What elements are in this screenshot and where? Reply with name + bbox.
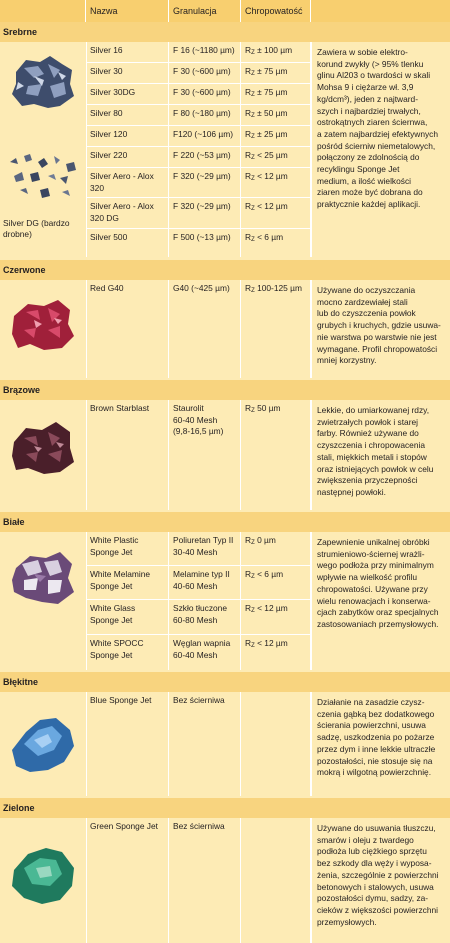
row-name: Silver 30DG — [86, 84, 169, 104]
roughness-symbol: R — [245, 108, 252, 118]
roughness-symbol: R — [245, 603, 252, 613]
row-name: Brown Starblast — [86, 400, 169, 510]
table-row — [86, 692, 311, 796]
rows-brazowe — [86, 400, 311, 510]
roughness-symbol: R — [245, 66, 252, 76]
row-roughness: $R_Z < 12$ µm — [241, 198, 311, 228]
section-srebrne — [0, 42, 450, 257]
table-row — [86, 105, 311, 126]
roughness-symbol: R — [245, 171, 252, 181]
description-czerwone — [311, 280, 450, 367]
row-roughness: $R_Z \pm 75$ µm — [241, 84, 311, 104]
row-roughness: $R_Z < 12$ µm — [241, 168, 311, 197]
row-granulation: Bez ścierniwa — [169, 818, 241, 943]
section-title-zielone: Zielone — [0, 798, 450, 818]
description-text: Używane do oczyszczania mocno zardzewiałej stali lub do czyszczenia powłok grubych i kruchych, gdzie usuwa- nie warstwa po warstwie nie jest wymagane. Profil chropowatości mniej korzystny. — [317, 285, 441, 366]
row-granulation: F 80 (~180 µm) — [169, 105, 241, 125]
section-title-srebrne: Srebrne — [0, 22, 450, 42]
row-roughness: $R_Z \pm 50$ µm — [241, 105, 311, 125]
row-name: White Plastic Sponge Jet — [86, 532, 169, 565]
description-blekitne — [311, 692, 450, 779]
row-roughness: $R_Z < 6$ µm — [241, 566, 311, 599]
row-granulation: Węglan wapnia 60-40 Mesh — [169, 635, 241, 670]
roughness-value: ± 50 µm — [257, 108, 288, 118]
roughness-value: 50 µm — [257, 403, 281, 413]
header-granulation: Granulacja — [169, 0, 241, 22]
row-name: White Melamine Sponge Jet — [86, 566, 169, 599]
table-row — [86, 818, 311, 943]
rows-czerwone — [86, 280, 311, 378]
table-row — [86, 532, 311, 566]
row-granulation: Melamine typ II 40-60 Mesh — [169, 566, 241, 599]
blue-abrasive-image — [4, 710, 82, 778]
section-blekitne — [0, 692, 450, 796]
silver-abrasive-image — [4, 52, 82, 114]
header-roughness: Chropowatość — [241, 0, 311, 22]
roughness-symbol: R — [245, 535, 252, 545]
description-text: Działanie na zasadzie czysz- czenia gąbką bez dodatkowego ścierania powierzchni, usuwa sadzę, uszkodzenia po pożarze przez dym i inne lekkie ultraczłe pozostałości, nie stosuje się na mokrą i wilgotną powierzchnię. — [317, 697, 436, 778]
table-row — [86, 84, 311, 105]
table-row — [86, 280, 311, 378]
roughness-value: < 6 µm — [257, 569, 284, 579]
silver-dg-caption: Silver DG (bardzo drobne) — [3, 218, 70, 239]
header-description-col — [311, 0, 450, 22]
section-title-czerwone: Czerwone — [0, 260, 450, 280]
row-granulation: Szkło tłuczone 60-80 Mesh — [169, 600, 241, 634]
description-srebrne — [311, 42, 450, 211]
table-header — [0, 0, 450, 22]
table-row — [86, 600, 311, 635]
roughness-symbol: R — [245, 283, 252, 293]
description-biale — [311, 532, 450, 631]
roughness-symbol: R — [245, 87, 252, 97]
section-title-blekitne: Błękitne — [0, 672, 450, 692]
roughness-value: < 12 µm — [257, 638, 288, 648]
row-name: Green Sponge Jet — [86, 818, 169, 943]
row-name: Silver 30 — [86, 63, 169, 83]
row-name: Red G40 — [86, 280, 169, 378]
row-roughness: $R_Z$ 0 µm — [241, 532, 311, 565]
description-text: Lekkie, do umiarkowanej rdzy, zwietrzałych powłok i starej farby. Również używane do czyszczenia i chropowacenia stali, miękkich metali i stopów oraz istniejących powłok w celu zwiększenia przyczepności następnej powłoki. — [317, 405, 434, 497]
row-granulation: F 320 (~29 µm) — [169, 168, 241, 197]
roughness-value: < 25 µm — [257, 150, 288, 160]
row-roughness: $R_Z < 6$ µm — [241, 229, 311, 257]
row-roughness: $R_Z < 12$ µm — [241, 600, 311, 634]
roughness-symbol: R — [245, 201, 252, 211]
row-name: Silver 120 — [86, 126, 169, 146]
roughness-value: < 6 µm — [257, 232, 284, 242]
roughness-value: ± 75 µm — [257, 66, 288, 76]
table-row — [86, 147, 311, 168]
row-name: Silver 16 — [86, 42, 169, 62]
row-roughness: $R_Z \pm 75$ µm — [241, 63, 311, 83]
table-row — [86, 168, 311, 198]
table-row — [86, 566, 311, 600]
row-name: Silver Aero - Alox 320 DG — [86, 198, 169, 228]
table-row — [86, 126, 311, 147]
rows-biale — [86, 532, 311, 670]
table-row — [86, 400, 311, 510]
row-granulation: F120 (~106 µm) — [169, 126, 241, 146]
row-name: Silver 500 — [86, 229, 169, 257]
roughness-symbol: R — [245, 150, 252, 160]
header-name: Nazwa — [86, 0, 169, 22]
roughness-symbol: R — [245, 403, 252, 413]
white-abrasive-image — [4, 546, 82, 612]
section-zielone — [0, 818, 450, 943]
roughness-symbol: R — [245, 232, 252, 242]
row-roughness: $R_Z$ 50 µm — [241, 400, 311, 510]
roughness-value: < 12 µm — [257, 201, 288, 211]
roughness-value: ± 100 µm — [257, 45, 293, 55]
section-title-brazowe: Brązowe — [0, 380, 450, 400]
row-roughness: $R_Z \pm 100$ µm — [241, 42, 311, 62]
row-granulation: G40 (~425 µm) — [169, 280, 241, 378]
row-granulation: F 220 (~53 µm) — [169, 147, 241, 167]
row-roughness: $R_Z < 12$ µm — [241, 635, 311, 670]
description-text: Zapewnienie unikalnej obróbki strumieniowo-ściernej wrażli- wego podłoża przy minimalnym wpływie na wielkość profilu chropowatości. Używane przy wielu renowacjach i konserwa- cjach zabytków oraz specjalnych zastosowaniach przemysłowych. — [317, 537, 439, 629]
row-roughness: $R_Z < 25$ µm — [241, 147, 311, 167]
row-name: Silver 220 — [86, 147, 169, 167]
silver-dg-abrasive-image — [4, 150, 82, 208]
table-row — [86, 198, 311, 229]
description-text: Zawiera w sobie elektro- korund zwykły (> 95% tlenku glinu Al203 o twardości w skali Mohsa 9 i ciężarze wł. 3,9 kg/dcm³), jeden z najtward- szych i najbardziej trwałych, ostrokątnych ziaren ściernwa, a zatem najbardziej efektywnych pośród ścierniw niemetalowych, połączony ze zdolnością do recyklingu Sponge Jet medium, a ilość wielkości ziaren może być dobrana do praktycznie każdej aplikacji. — [317, 47, 439, 210]
roughness-value: < 12 µm — [257, 603, 288, 613]
row-name: Silver 80 — [86, 105, 169, 125]
row-roughness: $R_Z$ 100-125 µm — [241, 280, 311, 378]
row-granulation: F 30 (~600 µm) — [169, 84, 241, 104]
row-granulation: Bez ścierniwa — [169, 692, 241, 796]
roughness-symbol: R — [245, 45, 252, 55]
roughness-value: < 12 µm — [257, 171, 288, 181]
roughness-symbol: R — [245, 569, 252, 579]
row-roughness: $R_Z \pm 25$ µm — [241, 126, 311, 146]
roughness-value: 100-125 µm — [257, 283, 302, 293]
brown-abrasive-image — [4, 416, 82, 482]
rows-srebrne — [86, 42, 311, 257]
row-roughness — [241, 692, 311, 796]
row-granulation: F 500 (~13 µm) — [169, 229, 241, 257]
table-row — [86, 42, 311, 63]
row-granulation: Poliuretan Typ II 30-40 Mesh — [169, 532, 241, 565]
table-row — [86, 635, 311, 670]
green-abrasive-image — [4, 840, 82, 910]
row-granulation: F 16 (~1180 µm) — [169, 42, 241, 62]
row-name: Silver Aero - Alox 320 — [86, 168, 169, 197]
header-image-col — [0, 0, 86, 22]
section-title-biale: Białe — [0, 512, 450, 532]
roughness-symbol: R — [245, 638, 252, 648]
row-name: Blue Sponge Jet — [86, 692, 169, 796]
section-biale — [0, 532, 450, 670]
description-zielone — [311, 818, 450, 928]
roughness-value: ± 25 µm — [257, 129, 288, 139]
row-name: White SPOCC Sponge Jet — [86, 635, 169, 670]
section-czerwone — [0, 280, 450, 378]
row-roughness — [241, 818, 311, 943]
description-text: Używane do usuwania tłuszczu, smarów i oleju z twardego podłoża lub ciężkiego sprzętu bez szkody dla węży i wyposa- żenia, szczególnie z powierzchni betonowych i stalowych, usuwa pozostałości dymu, sadzy, za- cieków z większości powierzchni przemysłowych. — [317, 823, 439, 927]
row-granulation: Staurolit 60-40 Mesh (9,8-16,5 µm) — [169, 400, 241, 510]
red-abrasive-image — [4, 294, 82, 358]
description-brazowe — [311, 400, 450, 499]
table-row — [86, 229, 311, 257]
section-brazowe — [0, 400, 450, 510]
roughness-symbol: R — [245, 129, 252, 139]
row-granulation: F 30 (~600 µm) — [169, 63, 241, 83]
rows-zielone — [86, 818, 311, 943]
roughness-value: 0 µm — [257, 535, 276, 545]
row-name: White Glass Sponge Jet — [86, 600, 169, 634]
roughness-value: ± 75 µm — [257, 87, 288, 97]
table-row — [86, 63, 311, 84]
rows-blekitne — [86, 692, 311, 796]
row-granulation: F 320 (~29 µm) — [169, 198, 241, 228]
